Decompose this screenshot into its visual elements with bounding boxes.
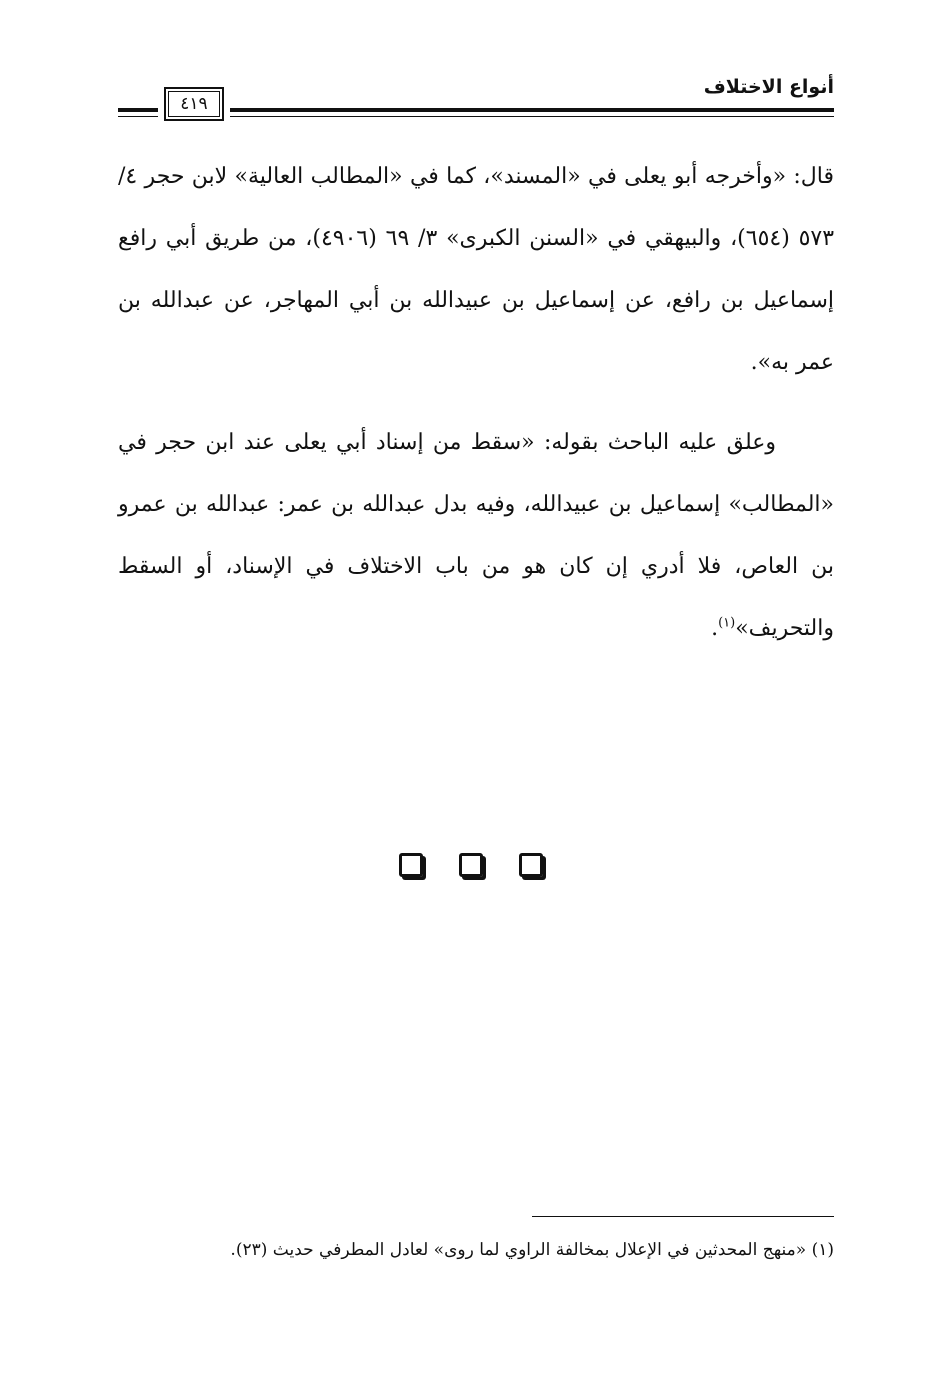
footnote-rule (532, 1216, 834, 1217)
paragraph-1: قال: «وأخرجه أبو يعلى في «المسند»، كما في «المطالب العالية» لابن حجر ٤/ ٥٧٣ (٦٥٤)، والبيهقي في «السنن الكبرى» ٣/ ٦٩ (٤٩٠٦)، من طريق أبي رافع إسماعيل بن رافع، عن إسماعيل بن عبيدالله بن أبي المهاجر، عن عبدالله بن عمر به». (118, 164, 835, 375)
paragraph-2-end: . (711, 616, 719, 641)
header-rule-thin (230, 116, 834, 117)
body-text (118, 146, 834, 660)
square-box-icon (519, 853, 543, 877)
page-number: ٤١٩ (180, 94, 208, 114)
square-box-icon (399, 853, 423, 877)
footnote: (١) «منهج المحدثين في الإعلال بمخالفة الراوي لما روى» لعادل المطرفي حديث (٢٣). (230, 1240, 834, 1260)
running-title: أنواع الاختلاف (703, 76, 834, 98)
paragraph-2-text: وعلق عليه الباحث بقوله: «سقط من إسناد أبي يعلى عند ابن حجر في «المطالب» إسماعيل بن عبيدالله، وفيه بدل عبدالله بن عمر: عبدالله بن عمرو بن العاص، فلا أدري إن كان هو من باب الاختلاف في الإسناد، أو السقط والتحريف» (118, 430, 834, 641)
paragraph-2 (118, 412, 834, 660)
footnote-marker: (١) (718, 615, 736, 631)
header-rule-short-thick (118, 108, 158, 112)
header-rule-short-thin (118, 116, 158, 117)
section-separator (0, 853, 941, 877)
header-rule-thick (230, 108, 834, 112)
page-header (118, 70, 834, 126)
page-number-box (164, 87, 224, 121)
square-box-icon (459, 853, 483, 877)
